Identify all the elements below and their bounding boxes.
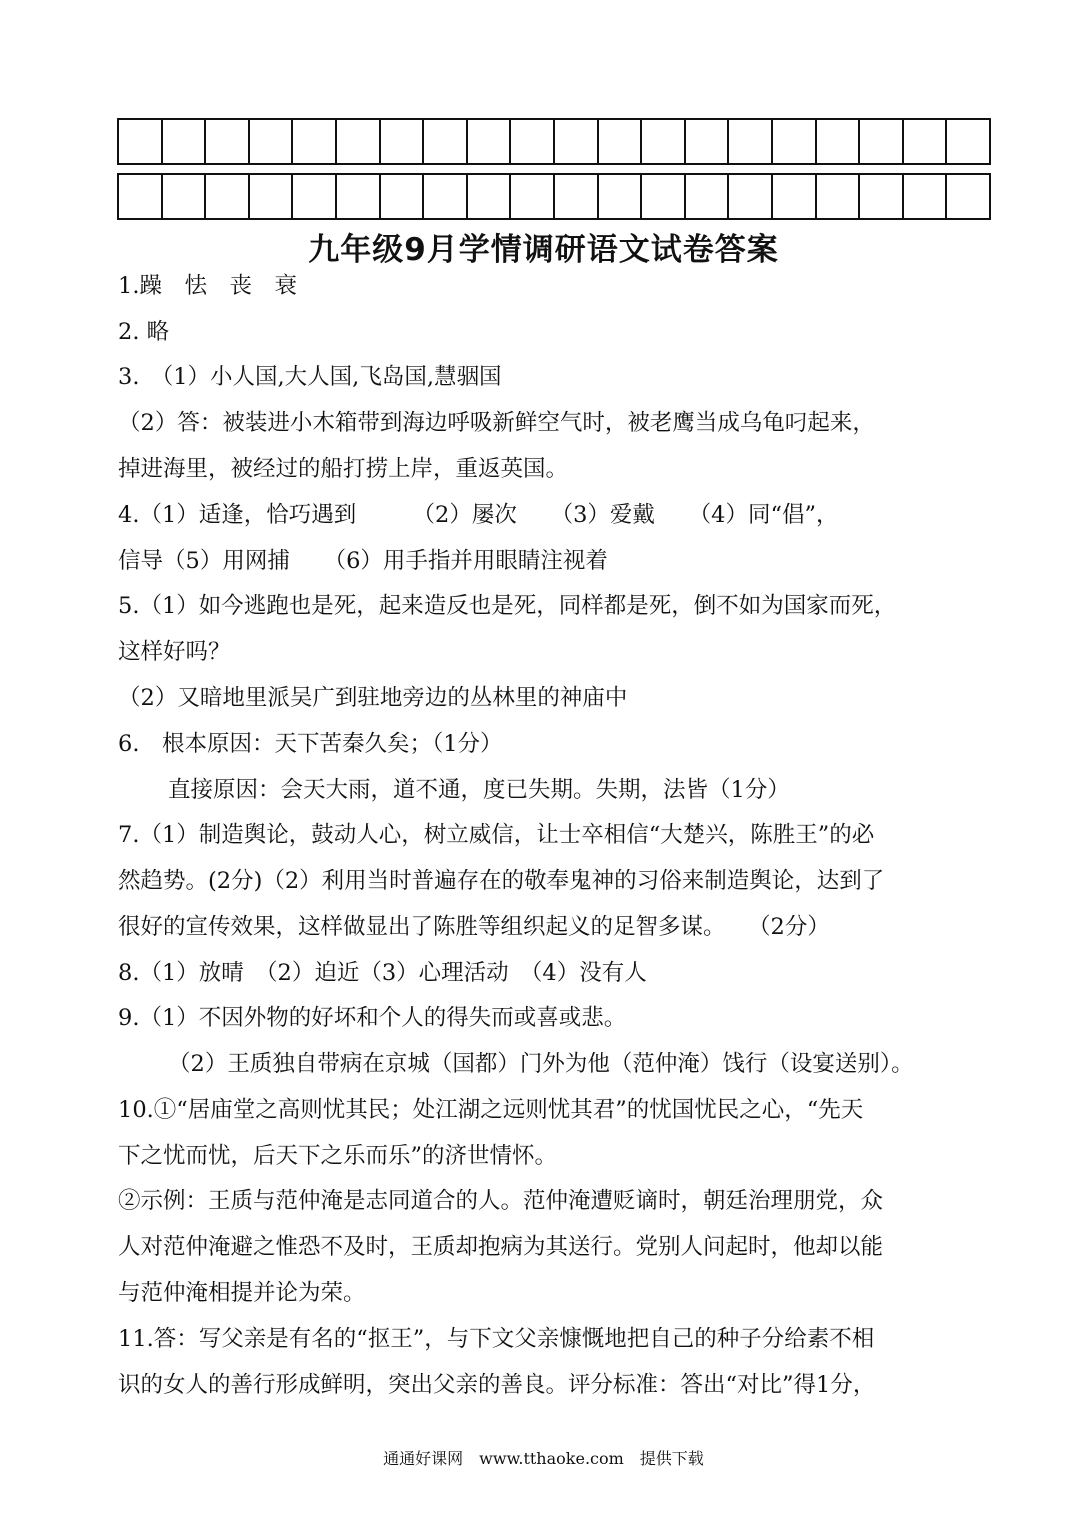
answer-line: （2）王质独自带病在京城（国都）门外为他（范仲淹）饯行（设宴送别）。: [168, 1051, 914, 1077]
answer-line: 2. 略: [118, 319, 170, 345]
page-footer: 通通好课网 www.tthaoke.com 提供下载: [383, 1449, 704, 1468]
answer-line: 11.答：写父亲是有名的“抠王”，与下文父亲慷慨地把自己的种子分给素不相: [118, 1326, 875, 1352]
answer-line: 下之忧而忧，后天下之乐而乐”的济世情怀。: [118, 1143, 558, 1169]
answer-line: （2）答：被装进小木箱带到海边呼吸新鲜空气时，被老鹰当成乌龟叼起来，: [118, 410, 875, 436]
answer-line: 10.①“居庙堂之高则忧其民；处江湖之远则忧其君”的忧国忧民之心，“先天: [118, 1097, 864, 1123]
answer-line: 直接原因：会天大雨，道不通，度已失期。失期，法皆（1分）: [168, 777, 790, 803]
answer-line: 4.（1）适逢，恰巧遇到 （2）屡次 （3）爱戴 （4）同“倡”，: [118, 502, 839, 528]
answer-line: 识的女人的善行形成鲜明，突出父亲的善良。评分标准：答出“对比”得1分，: [118, 1372, 876, 1398]
answer-line: 这样好吗？: [118, 639, 231, 665]
answer-line: 9.（1）不因外物的好坏和个人的得失而或喜或悲。: [118, 1005, 627, 1031]
answer-line: 8.（1）放晴 （2）迫近（3）心理活动 （4）没有人: [118, 960, 647, 986]
answer-line: 6. 根本原因：天下苦秦久矣；（1分）: [118, 731, 503, 757]
answer-line: （2）又暗地里派吴广到驻地旁边的丛林里的神庙中: [118, 685, 628, 711]
answer-line: 掉进海里，被经过的船打捞上岸，重返英国。: [118, 456, 569, 482]
answer-line: 很好的宣传效果，这样做显出了陈胜等组织起义的足智多谋。 （2分）: [118, 914, 830, 940]
answer-line: 与范仲淹相提并论为荣。: [118, 1280, 366, 1306]
answer-line: 5.（1）如今逃跑也是死，起来造反也是死，同样都是死，倒不如为国家而死，: [118, 593, 897, 619]
answer-grid-row-2: [117, 173, 991, 220]
answer-line: ②示例：王质与范仲淹是志同道合的人。范仲淹遭贬谪时，朝廷治理朋党，众: [118, 1188, 884, 1214]
answer-grid-row-1: [117, 118, 991, 165]
answer-line: 然趋势。(2分)（2）利用当时普遍存在的敬奉鬼神的习俗来制造舆论，达到了: [118, 868, 885, 894]
answer-line: 人对范仲淹避之惟恐不及时，王质却抱病为其送行。党别人问起时，他却以能: [118, 1234, 884, 1260]
answer-line: 信导（5）用网捕 （6）用手指并用眼睛注视着: [118, 548, 608, 574]
answer-line: 3. （1）小人国,大人国,飞岛国,慧骃国: [118, 364, 502, 390]
page-title: 九年级9月学情调研语文试卷答案: [308, 232, 779, 268]
answer-line: 1.躁 怯 丧 衰: [118, 273, 297, 299]
answer-line: 7.（1）制造舆论，鼓动人心，树立威信，让士卒相信“大楚兴，陈胜王”的必: [118, 822, 875, 848]
